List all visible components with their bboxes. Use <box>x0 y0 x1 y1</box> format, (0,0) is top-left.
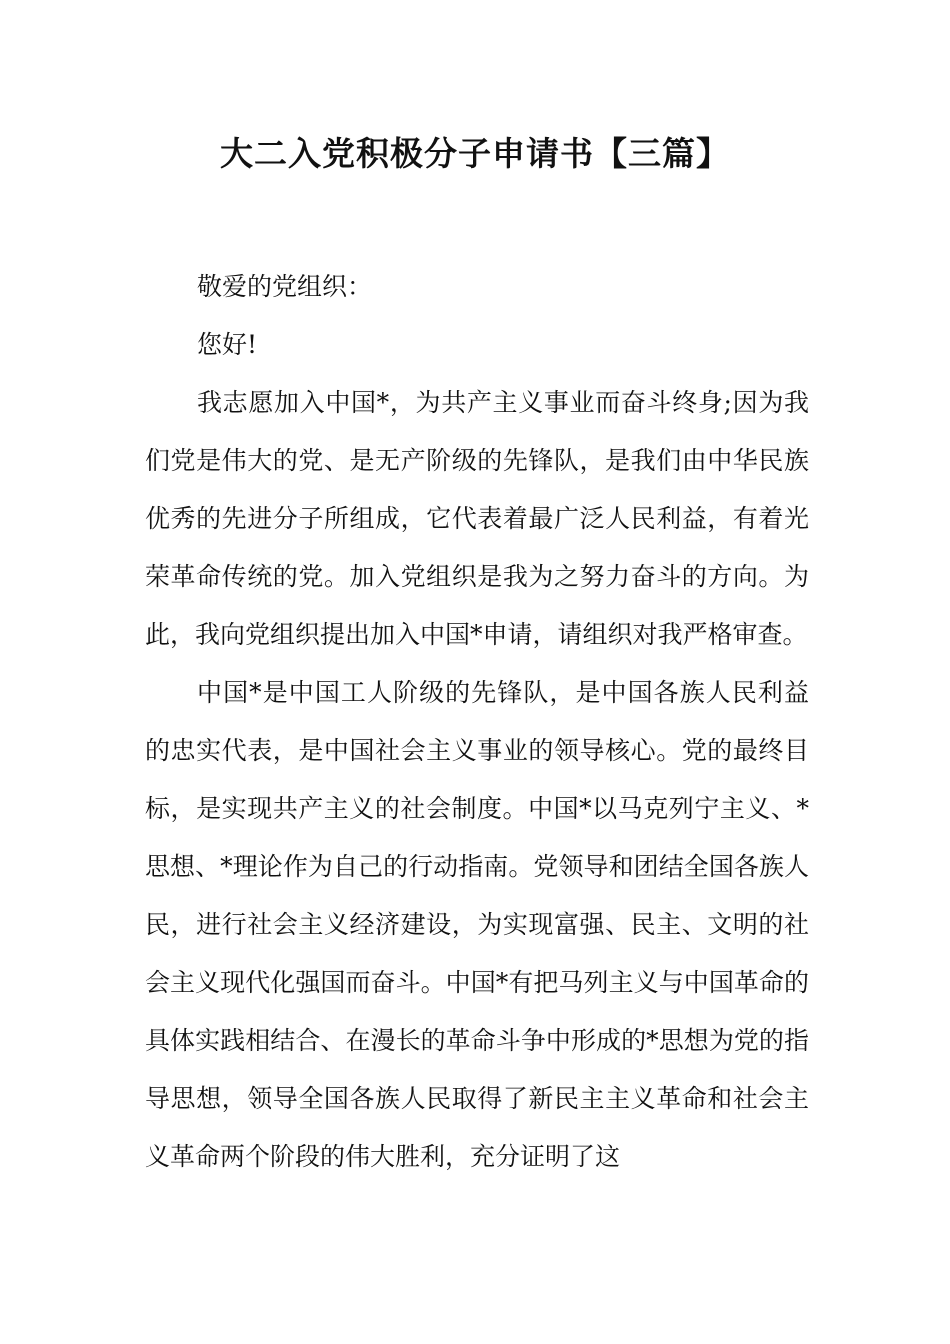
document-title: 大二入党积极分子申请书【三篇】 <box>220 134 730 173</box>
document-body <box>145 258 809 1186</box>
paragraph-1: 我志愿加入中国*，为共产主义事业而奋斗终身;因为我们党是伟大的党、是无产阶级的先锋队，是我们由中华民族优秀的先进分子所组成，它代表着最广泛人民利益，有着光荣革命传统的党。加入党组织是我为之努力奋斗的方向。为此，我向党组织提出加入中国*申请，请组织对我严格审查。 <box>145 388 809 649</box>
paragraph-2: 中国*是中国工人阶级的先锋队，是中国各族人民利益的忠实代表，是中国社会主义事业的领导核心。党的最终目标，是实现共产主义的社会制度。中国*以马克列宁主义、*思想、*理论作为自己的行动指南。党领导和团结全国各族人民，进行社会主义经济建设，为实现富强、民主、文明的社会主义现代化强国而奋斗。中国*有把马列主义与中国革命的具体实践相结合、在漫长的革命斗争中形成的*思想为党的指导思想，领导全国各族人民取得了新民主主义革命和社会主义革命两个阶段的伟大胜利，充分证明了这 <box>145 678 809 1171</box>
salutation-line: 敬爱的党组织： <box>197 272 373 301</box>
greeting-line: 您好! <box>197 330 258 359</box>
